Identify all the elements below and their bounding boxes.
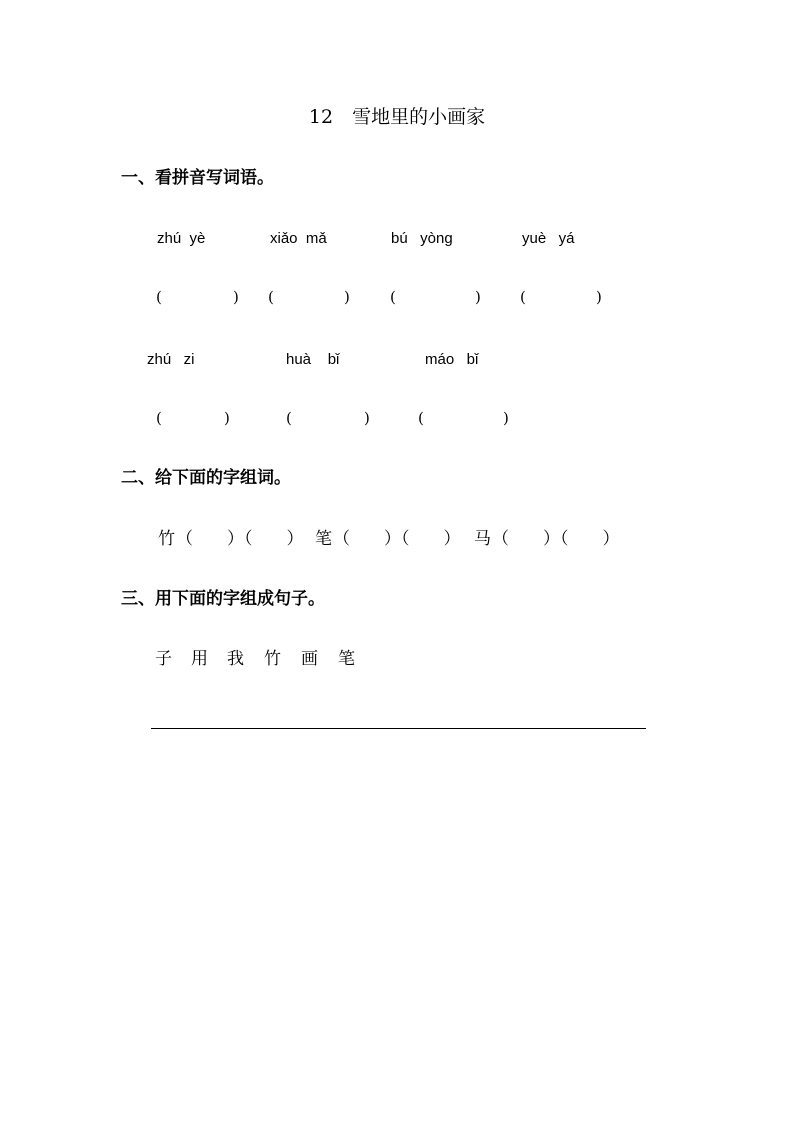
answer-blank-2-open[interactable]: ( [268,288,274,306]
sentence-char: 画 [301,649,318,669]
answer-blank-6-close: ) [364,409,370,427]
answer-blank-3-open[interactable]: ( [390,288,396,306]
sentence-char: 我 [227,649,244,669]
word-blanks-3[interactable]: （ ）（ ） [492,529,620,549]
pinyin-7: máo bǐ [425,351,479,368]
answer-blank-5-close: ) [224,409,230,427]
page-title: 12 雪地里的小画家 [308,106,486,128]
sentence-char: 笔 [338,649,355,669]
word-char-2: 笔 [315,529,332,549]
word-blanks-1[interactable]: （ ）（ ） [176,529,304,549]
pinyin-2: xiǎo mǎ [270,230,327,247]
sentence-char: 用 [191,649,208,669]
pinyin-5: zhú zi [147,351,195,368]
pinyin-3: bú yòng [391,230,453,247]
answer-blank-3-close: ) [475,288,481,306]
sentence-char: 竹 [264,649,281,669]
word-char-1: 竹 [158,529,175,549]
answer-blank-2-close: ) [344,288,350,306]
pinyin-6: huà bǐ [286,351,340,368]
answer-line[interactable] [151,728,646,729]
sentence-char: 子 [155,649,172,669]
pinyin-4: yuè yá [522,230,575,247]
answer-blank-4-open[interactable]: ( [520,288,526,306]
answer-blank-5-open[interactable]: ( [156,409,162,427]
answer-blank-7-close: ) [503,409,509,427]
answer-blank-1-close: ) [233,288,239,306]
answer-blank-4-close: ) [596,288,602,306]
section-3-heading: 三、用下面的字组成句子。 [121,589,325,609]
answer-blank-7-open[interactable]: ( [418,409,424,427]
section-1-heading: 一、看拼音写词语。 [121,168,274,188]
word-blanks-2[interactable]: （ ）（ ） [333,529,461,549]
section-2-heading: 二、给下面的字组词。 [121,468,291,488]
pinyin-1: zhú yè [157,230,206,247]
answer-blank-1-open[interactable]: ( [156,288,162,306]
answer-blank-6-open[interactable]: ( [286,409,292,427]
word-char-3: 马 [474,529,491,549]
